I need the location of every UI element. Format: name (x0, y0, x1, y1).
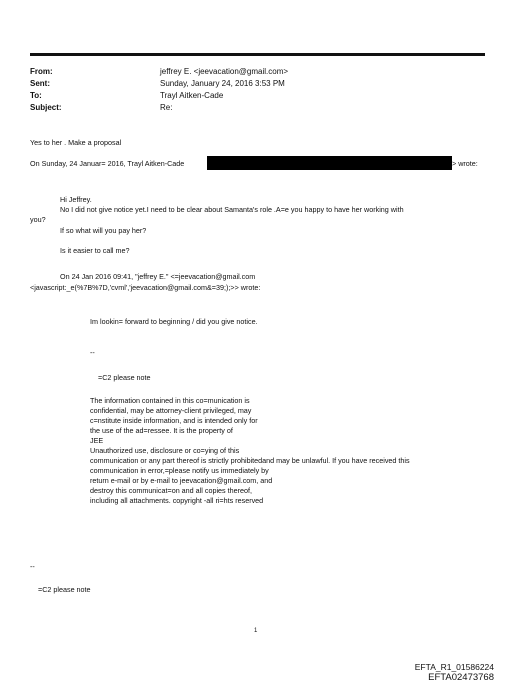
redaction-bar (207, 156, 452, 170)
subject-value: Re: (160, 103, 173, 112)
page-number: 1 (254, 628, 258, 634)
bates-id-2: EFTA02473768 (428, 672, 494, 683)
confidentiality-line: c=nstitute inside information, and is intended only for (90, 416, 258, 425)
confidentiality-line: including all attachments. copyright -all ri=hts reserved (90, 496, 264, 505)
from-label: From: (30, 67, 53, 76)
confidentiality-line: communication in error,=please notify us immediately by (90, 466, 269, 475)
to-value: Trayl Aitken-Cade (160, 91, 224, 100)
confidentiality-line: JEE (90, 436, 104, 445)
quote-intro: On Sunday, 24 Januar= 2016, Trayl Aitken-Cade (30, 159, 185, 168)
header-rule (30, 53, 485, 56)
quoted-line: No I did not give notice yet.I need to be clear about Samanta's role .A=e you happy to have her working with (60, 205, 404, 214)
nested-dash: -- (90, 348, 95, 357)
sent-value: Sunday, January 24, 2016 3:53 PM (160, 79, 285, 88)
confidentiality-line: Unauthorized use, disclosure or co=ying of this (90, 446, 240, 455)
sent-label: Sent: (30, 79, 50, 88)
quoted-attribution-link: <javascript:_e(%7B%7D,'cvml','jeevacation@gmail.com&=39;);>> wrote: (30, 283, 261, 292)
confidentiality-line: return e-mail or by e-mail to jeevacation@gmail.com, and (90, 476, 273, 485)
from-value: jeffrey E. <jeevacation@gmail.com> (160, 67, 289, 76)
quoted-line: Is it easier to call me? (60, 246, 130, 255)
subject-label: Subject: (30, 103, 62, 112)
reply-line: Yes to her . Make a proposal (30, 138, 122, 147)
quoted-attribution: On 24 Jan 2016 09:41, "jeffrey E." <=jeevacation@gmail.com (60, 272, 256, 281)
nested-please-note: =C2 please note (98, 373, 151, 382)
confidentiality-line: The information contained in this co=munication is (90, 396, 250, 405)
nested-quote-line: Im lookin= forward to beginning / did you give notice. (90, 317, 258, 326)
bates-id-1: EFTA_R1_01586224 (414, 662, 494, 672)
signature-dash: -- (30, 562, 35, 571)
to-label: To: (30, 91, 42, 100)
signature-please-note: =C2 please note (38, 585, 91, 594)
confidentiality-line: destroy this communicat=on and all copies thereof, (90, 486, 253, 495)
quoted-line: If so what will you pay her? (60, 226, 147, 235)
quoted-line: you? (30, 215, 46, 224)
quote-intro-wrote: > wrote: (452, 159, 478, 168)
confidentiality-line: the use of the ad=ressee. It is the property of (90, 426, 233, 435)
confidentiality-line: confidential, may be attorney-client privileged, may (90, 406, 252, 415)
confidentiality-line: communication or any part thereof is strictly prohibitedand may be unlawful. If you have received this (90, 456, 410, 465)
quoted-greeting: Hi Jeffrey. (60, 195, 92, 204)
